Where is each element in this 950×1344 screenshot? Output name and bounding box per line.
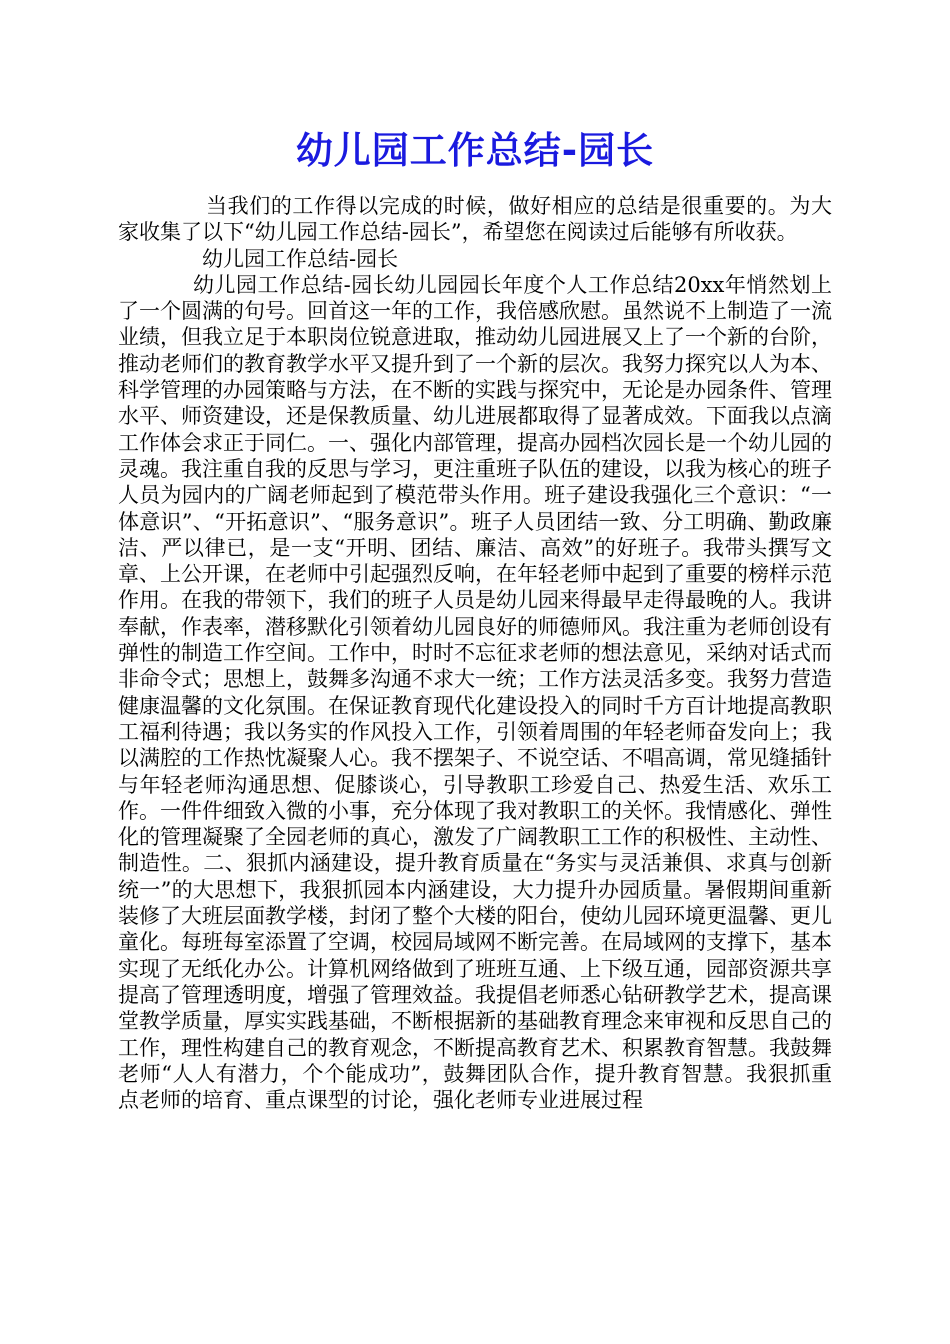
section-subtitle: 幼儿园工作总结-园长	[202, 246, 399, 271]
document-title: 幼儿园工作总结-园长	[295, 129, 655, 172]
document-page	[118, 125, 832, 1113]
intro-paragraph: 当我们的工作得以完成的时候，做好相应的总结是很重要的。为大家收集了以下“幼儿园工作总结-园长”，希望您在阅读过后能够有所收获。	[118, 194, 832, 245]
body-paragraph: 幼儿园工作总结-园长幼儿园园长年度个人工作总结20xx年悄然划上了一个圆满的句号。回首这一年的工作，我倍感欣慰。虽然说不上制造了一流业绩，但我立足于本职岗位锐意进取，推动幼儿园进展又上了一个新的台阶，推动老师们的教育教学水平又提升到了一个新的层次。我努力探究以人为本、科学管理的办园策略与方法，在不断的实践与探究中，无论是办园条件、管理水平、师资建设，还是保教质量、幼儿进展都取得了显著成效。下面我以点滴工作体会求正于同仁。一、强化内部管理，提高办园档次园长是一个幼儿园的灵魂。我注重自我的反思与学习，更注重班子队伍的建设，以我为核心的班子人员为园内的广阔老师起到了模范带头作用。班子建设我强化三个意识：“一体意识”、“开拓意识”、“服务意识”。班子人员团结一致、分工明确、勤政廉洁、严以律已，是一支“开明、团结、廉洁、高效”的好班子。我带头撰写文章、上公开课，在老师中引起强烈反响，在年轻老师中起到了重要的榜样示范作用。在我的带领下，我们的班子人员是幼儿园来得最早走得最晚的人。我讲奉献，作表率，潜移默化引领着幼儿园良好的师德师风。我注重为老师创设有弹性的制造工作空间。工作中，时时不忘征求老师的想法意见，采纳对话式而非命令式；思想上，鼓舞多沟通不求大一统；工作方法灵活多变。我努力营造健康温馨的文化氛围。在保证教育现代化建设投入的同时千方百计地提高教职工福利待遇；我以务实的作风投入工作，引领着周围的年轻老师奋发向上；我以满腔的工作热忱凝聚人心。我不摆架子、不说空话、不唱高调，常见缝插针与年轻老师沟通思想、促膝谈心，引导教职工珍爱自己、热爱生活、欢乐工作。一件件细致入微的小事，充分体现了我对教职工的关怀。我情感化、弹性化的管理凝聚了全园老师的真心，激发了广阔教职工工作的积极性、主动性、制造性。二、狠抓内涵建设，提升教育质量在“务实与灵活兼俱、求真与创新统一”的大思想下，我狠抓园本内涵建设，大力提升办园质量。暑假期间重新装修了大班层面教学楼，封闭了整个大楼的阳台，使幼儿园环境更温馨、更儿童化。每班每室添置了空调，校园局域网不断完善。在局域网的支撑下，基本实现了无纸化办公。计算机网络做到了班班互通、上下级互通，园部资源共享提高了管理透明度，增强了管理效益。我提倡老师悉心钻研教学艺术，提高课堂教学质量，厚实实践基础，不断根据新的基础教育理念来审视和反思自己的工作，理性构建自己的教育观念，不断提高教育艺术、积累教育智慧。我鼓舞老师“人人有潜力，个个能成功”，鼓舞团队合作，提升教育智慧。我狠抓重点老师的培育、重点课型的讨论，强化老师专业进展过程	[118, 272, 832, 1113]
